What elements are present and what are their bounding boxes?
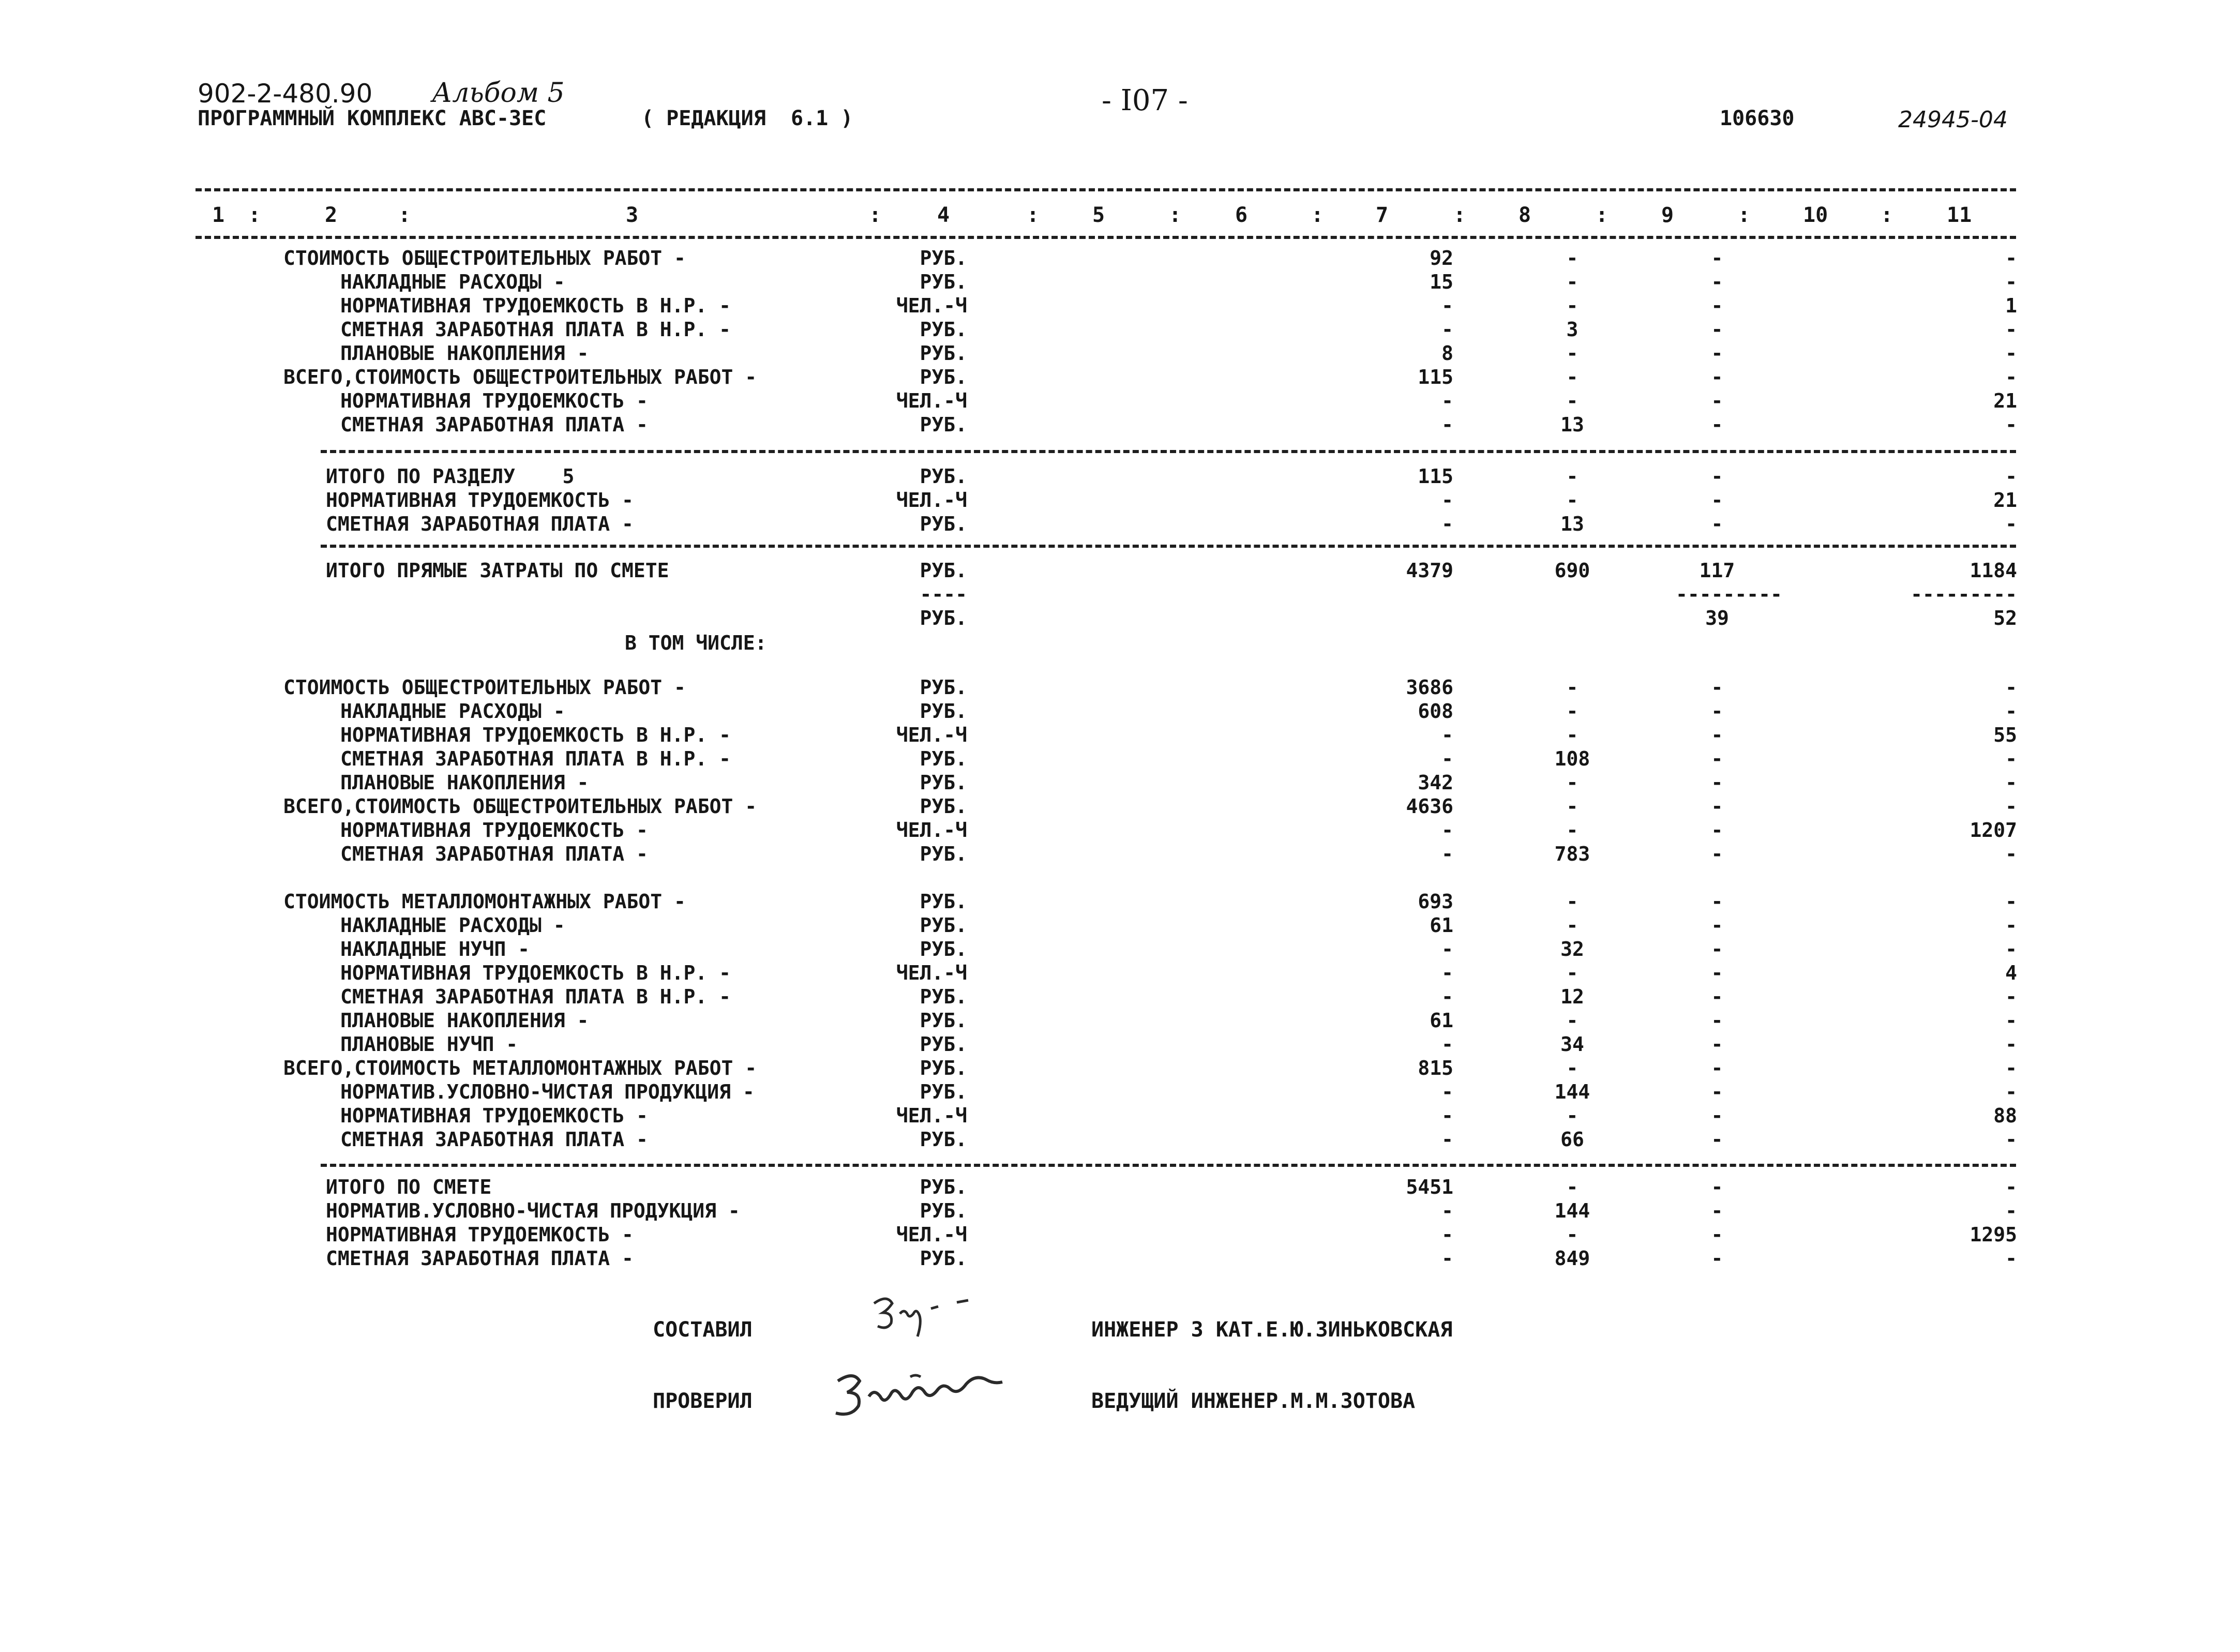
row-value-col11: - bbox=[2005, 366, 2017, 388]
row-value-col7: - bbox=[1441, 413, 1453, 436]
column-separators: : bbox=[1169, 203, 1182, 227]
column-separators: : bbox=[1738, 203, 1751, 227]
row-label: НОРМАТИВНАЯ ТРУДОЕМКОСТЬ В Н.Р. - bbox=[340, 724, 731, 746]
row-label: НОРМАТИВНАЯ ТРУДОЕМКОСТЬ - bbox=[340, 1104, 648, 1127]
row-unit: РУБ. bbox=[920, 1199, 967, 1222]
row-unit: ЧЕЛ.-Ч bbox=[896, 389, 967, 412]
row-value-col8: - bbox=[1566, 1176, 1578, 1198]
row-label: СМЕТНАЯ ЗАРАБОТНАЯ ПЛАТА В Н.Р. - bbox=[340, 318, 731, 341]
row-value-col11: 4 bbox=[2005, 962, 2017, 984]
row-value-col9: - bbox=[1711, 342, 1723, 365]
row-value-col8: - bbox=[1566, 819, 1578, 842]
row-label: СМЕТНАЯ ЗАРАБОТНАЯ ПЛАТА В Н.Р. - bbox=[340, 985, 731, 1008]
row-value-col7: - bbox=[1441, 1033, 1453, 1056]
row-value-col9: - bbox=[1711, 747, 1723, 770]
row-value-col8: - bbox=[1566, 914, 1578, 937]
row-value-col7: - bbox=[1441, 1080, 1453, 1103]
row-value-col8: 144 bbox=[1554, 1080, 1590, 1103]
row-value-col11: - bbox=[2005, 1199, 2017, 1222]
row-value-col11: - bbox=[2005, 747, 2017, 770]
row-value-col11: - bbox=[2005, 890, 2017, 913]
row-value-col8: 3 bbox=[1566, 318, 1578, 341]
row-value-col7: - bbox=[1441, 747, 1453, 770]
row-value-col7: - bbox=[1441, 318, 1453, 341]
row-value-col8: - bbox=[1566, 795, 1578, 818]
table-row bbox=[0, 1128, 2240, 1151]
row-value-col8: 783 bbox=[1554, 843, 1590, 865]
row-value-col7: - bbox=[1441, 1128, 1453, 1151]
row-value-col11: --------- bbox=[1911, 583, 2017, 606]
document-number: 106630 bbox=[1720, 107, 1795, 130]
table-row bbox=[0, 389, 2240, 413]
row-label: НОРМАТИВ.УСЛОВНО-ЧИСТАЯ ПРОДУКЦИЯ - bbox=[340, 1080, 755, 1103]
row-value-col8: 32 bbox=[1560, 938, 1584, 960]
row-value-col7: - bbox=[1441, 294, 1453, 317]
row-value-col7: - bbox=[1441, 938, 1453, 960]
row-value-col7: 5451 bbox=[1406, 1176, 1453, 1198]
table-row bbox=[0, 1080, 2240, 1104]
table-row bbox=[0, 270, 2240, 294]
row-unit: РУБ. bbox=[920, 513, 967, 535]
row-value-col9: - bbox=[1711, 676, 1723, 699]
row-unit: РУБ. bbox=[920, 795, 967, 818]
table-row bbox=[0, 341, 2240, 365]
row-unit: РУБ. bbox=[920, 1176, 967, 1198]
row-label: ПЛАНОВЫЕ НАКОПЛЕНИЯ - bbox=[340, 1009, 589, 1032]
table-row bbox=[0, 985, 2240, 1009]
row-unit: РУБ. bbox=[920, 465, 967, 488]
row-value-col7: - bbox=[1441, 985, 1453, 1008]
row-value-col8: 13 bbox=[1560, 513, 1584, 535]
row-label: НОРМАТИВНАЯ ТРУДОЕМКОСТЬ - bbox=[340, 389, 648, 412]
row-unit: ЧЕЛ.-Ч bbox=[896, 1104, 967, 1127]
row-label: НОРМАТИВНАЯ ТРУДОЕМКОСТЬ - bbox=[326, 1223, 634, 1246]
row-value-col7: - bbox=[1441, 513, 1453, 535]
row-label: НОРМАТИВНАЯ ТРУДОЕМКОСТЬ В Н.Р. - bbox=[340, 962, 731, 984]
row-value-col7: - bbox=[1441, 1104, 1453, 1127]
row-unit: РУБ. bbox=[920, 1009, 967, 1032]
checker-signature bbox=[822, 1365, 1029, 1428]
row-value-col11: - bbox=[2005, 771, 2017, 794]
row-value-col11: 1 bbox=[2005, 294, 2017, 317]
row-unit: РУБ. bbox=[920, 1033, 967, 1056]
row-value-col7: 815 bbox=[1418, 1057, 1453, 1079]
row-value-col8: 13 bbox=[1560, 413, 1584, 436]
row-value-col8: - bbox=[1566, 724, 1578, 746]
table-row bbox=[0, 794, 2240, 818]
row-label: ВСЕГО,СТОИМОСТЬ ОБЩЕСТРОИТЕЛЬНЫХ РАБОТ - bbox=[283, 795, 757, 818]
column-separators: : bbox=[1881, 203, 1893, 227]
row-label: ПЛАНОВЫЕ НАКОПЛЕНИЯ - bbox=[340, 771, 589, 794]
table-row bbox=[0, 1223, 2240, 1246]
row-value-col9: - bbox=[1711, 247, 1723, 269]
row-value-col9: - bbox=[1711, 1199, 1723, 1222]
column-header-9: 9 bbox=[1661, 203, 1674, 227]
column-header-1: 1 bbox=[212, 203, 225, 227]
row-value-col9: - bbox=[1711, 366, 1723, 388]
row-label: СМЕТНАЯ ЗАРАБОТНАЯ ПЛАТА - bbox=[340, 843, 648, 865]
row-value-col7: 342 bbox=[1418, 771, 1453, 794]
row-value-col9: - bbox=[1711, 294, 1723, 317]
row-value-col11: - bbox=[2005, 1009, 2017, 1032]
table-row bbox=[0, 464, 2240, 488]
table-row bbox=[0, 1175, 2240, 1199]
table-row bbox=[0, 582, 2240, 606]
row-label: СТОИМОСТЬ ОБЩЕСТРОИТЕЛЬНЫХ РАБОТ - bbox=[283, 676, 686, 699]
row-value-col7: 693 bbox=[1418, 890, 1453, 913]
row-value-col7: - bbox=[1441, 1247, 1453, 1270]
row-value-col9: - bbox=[1711, 1176, 1723, 1198]
row-value-col11: 1295 bbox=[1970, 1223, 2017, 1246]
compiled-label: СОСТАВИЛ bbox=[653, 1318, 753, 1342]
row-label: СМЕТНАЯ ЗАРАБОТНАЯ ПЛАТА - bbox=[340, 1128, 648, 1151]
album-label: Альбом 5 bbox=[432, 78, 565, 109]
column-header-7: 7 bbox=[1376, 203, 1389, 227]
row-unit: РУБ. bbox=[920, 1247, 967, 1270]
row-label: ИТОГО ПО РАЗДЕЛУ 5 bbox=[326, 465, 575, 488]
table-row bbox=[0, 512, 2240, 536]
row-unit: РУБ. bbox=[920, 890, 967, 913]
edition-label: ( РЕДАКЦИЯ 6.1 ) bbox=[641, 107, 853, 130]
row-value-col7: 4636 bbox=[1406, 795, 1453, 818]
row-unit: РУБ. bbox=[920, 413, 967, 436]
row-value-col9: - bbox=[1711, 1033, 1723, 1056]
row-value-col8: - bbox=[1566, 271, 1578, 293]
table-row bbox=[0, 842, 2240, 866]
row-label: ПЛАНОВЫЕ НУЧП - bbox=[340, 1033, 518, 1056]
table-row bbox=[0, 1199, 2240, 1223]
checked-by: ВЕДУЩИЙ ИНЖЕНЕР.М.М.ЗОТОВА bbox=[1091, 1389, 1416, 1413]
row-unit: ЧЕЛ.-Ч bbox=[896, 489, 967, 512]
row-value-col9: - bbox=[1711, 1247, 1723, 1270]
row-value-col9: - bbox=[1711, 1057, 1723, 1079]
row-value-col7: 608 bbox=[1418, 700, 1453, 723]
table-row bbox=[0, 1104, 2240, 1128]
column-header-11: 11 bbox=[1947, 203, 1972, 227]
row-unit: РУБ. bbox=[920, 771, 967, 794]
row-label: НОРМАТИВНАЯ ТРУДОЕМКОСТЬ В Н.Р. - bbox=[340, 294, 731, 317]
row-label: НАКЛАДНЫЕ РАСХОДЫ - bbox=[340, 271, 565, 293]
document-code: 902-2-480.90 bbox=[198, 79, 373, 109]
row-value-col9: - bbox=[1711, 413, 1723, 436]
row-unit: РУБ. bbox=[920, 1057, 967, 1079]
row-value-col8: 849 bbox=[1554, 1247, 1590, 1270]
table-row bbox=[0, 631, 2240, 655]
row-value-col9: - bbox=[1711, 985, 1723, 1008]
row-value-col11: - bbox=[2005, 914, 2017, 937]
row-value-col11: - bbox=[2005, 1176, 2017, 1198]
program-name: ПРОГРАММНЫЙ КОМПЛЕКС АВС-3ЕС bbox=[198, 107, 547, 130]
table-row bbox=[0, 771, 2240, 794]
row-value-col11: 88 bbox=[1993, 1104, 2017, 1127]
row-value-col7: 61 bbox=[1430, 1009, 1453, 1032]
row-value-col11: 21 bbox=[1993, 489, 2017, 512]
row-unit: ЧЕЛ.-Ч bbox=[896, 294, 967, 317]
row-unit: РУБ. bbox=[920, 747, 967, 770]
table-row bbox=[0, 488, 2240, 512]
row-value-col7: - bbox=[1441, 962, 1453, 984]
inventory-number: 24945-04 bbox=[1898, 107, 2008, 133]
row-value-col9: - bbox=[1711, 465, 1723, 488]
column-separators: : bbox=[1311, 203, 1324, 227]
row-value-col8: - bbox=[1566, 489, 1578, 512]
row-value-col7: 115 bbox=[1418, 366, 1453, 388]
row-value-col7: - bbox=[1441, 843, 1453, 865]
row-value-col11: 55 bbox=[1993, 724, 2017, 746]
row-label: В ТОМ ЧИСЛЕ: bbox=[625, 632, 767, 654]
row-value-col8: 66 bbox=[1560, 1128, 1584, 1151]
row-unit: РУБ. bbox=[920, 1128, 967, 1151]
row-value-col11: 1184 bbox=[1970, 559, 2017, 582]
row-label: НАКЛАДНЫЕ НУЧП - bbox=[340, 938, 530, 960]
row-value-col8: 108 bbox=[1554, 747, 1590, 770]
row-value-col7: 61 bbox=[1430, 914, 1453, 937]
row-value-col8: - bbox=[1566, 1057, 1578, 1079]
column-header-6: 6 bbox=[1235, 203, 1248, 227]
table-row bbox=[0, 1056, 2240, 1080]
row-value-col11: - bbox=[2005, 843, 2017, 865]
row-unit: ЧЕЛ.-Ч bbox=[896, 1223, 967, 1246]
row-value-col8: - bbox=[1566, 342, 1578, 365]
column-header-4: 4 bbox=[937, 203, 950, 227]
table-row bbox=[0, 961, 2240, 985]
row-value-col7: - bbox=[1441, 819, 1453, 842]
row-unit: РУБ. bbox=[920, 559, 967, 582]
row-value-col11: - bbox=[2005, 513, 2017, 535]
column-header-8: 8 bbox=[1519, 203, 1531, 227]
table-row bbox=[0, 699, 2240, 723]
row-value-col11: - bbox=[2005, 465, 2017, 488]
row-value-col11: - bbox=[2005, 795, 2017, 818]
table-row bbox=[0, 675, 2240, 699]
row-value-col9: - bbox=[1711, 271, 1723, 293]
row-value-col9: - bbox=[1711, 513, 1723, 535]
row-unit: ---- bbox=[920, 583, 967, 606]
row-value-col8: - bbox=[1566, 465, 1578, 488]
row-value-col9: 39 bbox=[1705, 607, 1729, 629]
row-value-col7: - bbox=[1441, 724, 1453, 746]
row-unit: РУБ. bbox=[920, 914, 967, 937]
row-unit: РУБ. bbox=[920, 843, 967, 865]
row-unit: ЧЕЛ.-Ч bbox=[896, 819, 967, 842]
table-row bbox=[0, 606, 2240, 630]
column-header-3: 3 bbox=[626, 203, 639, 227]
row-label: ИТОГО ПРЯМЫЕ ЗАТРАТЫ ПО СМЕТЕ bbox=[326, 559, 669, 582]
row-value-col11: 52 bbox=[1993, 607, 2017, 629]
row-label: СМЕТНАЯ ЗАРАБОТНАЯ ПЛАТА В Н.Р. - bbox=[340, 747, 731, 770]
row-value-col7: 8 bbox=[1441, 342, 1453, 365]
row-value-col9: - bbox=[1711, 1128, 1723, 1151]
row-value-col11: - bbox=[2005, 1057, 2017, 1079]
row-label: СТОИМОСТЬ МЕТАЛЛОМОНТАЖНЫХ РАБОТ - bbox=[283, 890, 686, 913]
compiled-by: ИНЖЕНЕР 3 КАТ.Е.Ю.ЗИНЬКОВСКАЯ bbox=[1091, 1318, 1453, 1342]
row-value-col8: 690 bbox=[1554, 559, 1590, 582]
row-value-col9: - bbox=[1711, 1009, 1723, 1032]
column-header-10: 10 bbox=[1803, 203, 1828, 227]
row-label: НАКЛАДНЫЕ РАСХОДЫ - bbox=[340, 700, 565, 723]
section-rule bbox=[321, 450, 2016, 453]
table-row bbox=[0, 1009, 2240, 1032]
column-separators: : bbox=[1596, 203, 1608, 227]
compiler-signature bbox=[864, 1288, 988, 1345]
row-value-col9: - bbox=[1711, 890, 1723, 913]
row-value-col9: --------- bbox=[1676, 583, 1782, 606]
row-value-col7: 92 bbox=[1430, 247, 1453, 269]
table-row bbox=[0, 747, 2240, 771]
row-value-col9: - bbox=[1711, 318, 1723, 341]
row-value-col9: - bbox=[1711, 389, 1723, 412]
row-value-col11: - bbox=[2005, 318, 2017, 341]
row-label: СМЕТНАЯ ЗАРАБОТНАЯ ПЛАТА - bbox=[340, 413, 648, 436]
page-number: - I07 - bbox=[1102, 84, 1188, 117]
table-row bbox=[0, 559, 2240, 582]
table-row bbox=[0, 1246, 2240, 1270]
row-value-col7: 115 bbox=[1418, 465, 1453, 488]
row-value-col7: - bbox=[1441, 489, 1453, 512]
row-value-col9: - bbox=[1711, 489, 1723, 512]
row-unit: ЧЕЛ.-Ч bbox=[896, 724, 967, 746]
row-value-col8: - bbox=[1566, 890, 1578, 913]
row-label: НОРМАТИВ.УСЛОВНО-ЧИСТАЯ ПРОДУКЦИЯ - bbox=[326, 1199, 740, 1222]
row-value-col7: - bbox=[1441, 1223, 1453, 1246]
row-value-col9: - bbox=[1711, 843, 1723, 865]
row-label: ИТОГО ПО СМЕТЕ bbox=[326, 1176, 492, 1198]
row-value-col11: - bbox=[2005, 413, 2017, 436]
table-header-rule bbox=[196, 236, 2016, 239]
row-unit: ЧЕЛ.-Ч bbox=[896, 962, 967, 984]
row-value-col7: 4379 bbox=[1406, 559, 1453, 582]
row-label: НОРМАТИВНАЯ ТРУДОЕМКОСТЬ - bbox=[326, 489, 634, 512]
table-top-rule bbox=[196, 188, 2016, 191]
table-row bbox=[0, 294, 2240, 318]
row-value-col9: - bbox=[1711, 819, 1723, 842]
table-row bbox=[0, 913, 2240, 937]
row-value-col7: 3686 bbox=[1406, 676, 1453, 699]
table-row bbox=[0, 723, 2240, 747]
row-value-col8: 12 bbox=[1560, 985, 1584, 1008]
row-value-col8: 144 bbox=[1554, 1199, 1590, 1222]
column-separators: : bbox=[1453, 203, 1466, 227]
section-rule bbox=[321, 545, 2016, 548]
column-header-5: 5 bbox=[1092, 203, 1105, 227]
row-value-col11: - bbox=[2005, 247, 2017, 269]
row-label: СТОИМОСТЬ ОБЩЕСТРОИТЕЛЬНЫХ РАБОТ - bbox=[283, 247, 686, 269]
row-value-col9: - bbox=[1711, 938, 1723, 960]
row-unit: РУБ. bbox=[920, 700, 967, 723]
row-label: СМЕТНАЯ ЗАРАБОТНАЯ ПЛАТА - bbox=[326, 513, 634, 535]
row-value-col9: - bbox=[1711, 1080, 1723, 1103]
row-value-col11: - bbox=[2005, 342, 2017, 365]
row-value-col8: - bbox=[1566, 1223, 1578, 1246]
row-label: СМЕТНАЯ ЗАРАБОТНАЯ ПЛАТА - bbox=[326, 1247, 634, 1270]
row-value-col8: - bbox=[1566, 1009, 1578, 1032]
row-value-col11: - bbox=[2005, 985, 2017, 1008]
row-value-col11: - bbox=[2005, 1080, 2017, 1103]
table-row bbox=[0, 1032, 2240, 1056]
row-value-col8: - bbox=[1566, 771, 1578, 794]
row-value-col11: - bbox=[2005, 1128, 2017, 1151]
row-value-col11: 21 bbox=[1993, 389, 2017, 412]
row-value-col8: 34 bbox=[1560, 1033, 1584, 1056]
column-header-2: 2 bbox=[325, 203, 338, 227]
table-row bbox=[0, 937, 2240, 961]
row-value-col9: - bbox=[1711, 1104, 1723, 1127]
row-value-col9: 117 bbox=[1699, 559, 1735, 582]
row-value-col9: - bbox=[1711, 1223, 1723, 1246]
row-label: ВСЕГО,СТОИМОСТЬ МЕТАЛЛОМОНТАЖНЫХ РАБОТ - bbox=[283, 1057, 757, 1079]
table-row bbox=[0, 413, 2240, 437]
row-value-col8: - bbox=[1566, 366, 1578, 388]
row-value-col8: - bbox=[1566, 700, 1578, 723]
row-value-col9: - bbox=[1711, 914, 1723, 937]
row-value-col11: - bbox=[2005, 676, 2017, 699]
row-value-col8: - bbox=[1566, 1104, 1578, 1127]
row-unit: РУБ. bbox=[920, 985, 967, 1008]
column-separators: : bbox=[248, 203, 261, 227]
column-separators: : bbox=[869, 203, 882, 227]
section-rule bbox=[321, 1164, 2016, 1167]
row-unit: РУБ. bbox=[920, 247, 967, 269]
column-separators: : bbox=[1027, 203, 1040, 227]
row-value-col11: - bbox=[2005, 1033, 2017, 1056]
row-value-col9: - bbox=[1711, 700, 1723, 723]
row-value-col11: - bbox=[2005, 938, 2017, 960]
row-value-col11: - bbox=[2005, 1247, 2017, 1270]
row-value-col9: - bbox=[1711, 771, 1723, 794]
row-value-col11: - bbox=[2005, 271, 2017, 293]
row-unit: РУБ. bbox=[920, 342, 967, 365]
column-separators: : bbox=[398, 203, 411, 227]
row-value-col11: 1207 bbox=[1970, 819, 2017, 842]
row-value-col8: - bbox=[1566, 247, 1578, 269]
row-unit: РУБ. bbox=[920, 676, 967, 699]
row-value-col9: - bbox=[1711, 795, 1723, 818]
table-row bbox=[0, 246, 2240, 270]
row-label: НОРМАТИВНАЯ ТРУДОЕМКОСТЬ - bbox=[340, 819, 648, 842]
row-value-col9: - bbox=[1711, 724, 1723, 746]
table-row bbox=[0, 818, 2240, 842]
row-label: НАКЛАДНЫЕ РАСХОДЫ - bbox=[340, 914, 565, 937]
row-unit: РУБ. bbox=[920, 271, 967, 293]
row-value-col7: - bbox=[1441, 389, 1453, 412]
table-row bbox=[0, 318, 2240, 341]
row-value-col8: - bbox=[1566, 676, 1578, 699]
row-value-col8: - bbox=[1566, 294, 1578, 317]
table-row bbox=[0, 365, 2240, 389]
row-value-col8: - bbox=[1566, 389, 1578, 412]
row-value-col7: - bbox=[1441, 1199, 1453, 1222]
row-value-col8: - bbox=[1566, 962, 1578, 984]
row-unit: РУБ. bbox=[920, 366, 967, 388]
checked-label: ПРОВЕРИЛ bbox=[653, 1389, 753, 1413]
row-unit: РУБ. bbox=[920, 1080, 967, 1103]
row-unit: РУБ. bbox=[920, 318, 967, 341]
row-value-col11: - bbox=[2005, 700, 2017, 723]
row-label: ПЛАНОВЫЕ НАКОПЛЕНИЯ - bbox=[340, 342, 589, 365]
row-value-col9: - bbox=[1711, 962, 1723, 984]
row-label: ВСЕГО,СТОИМОСТЬ ОБЩЕСТРОИТЕЛЬНЫХ РАБОТ - bbox=[283, 366, 757, 388]
row-unit: РУБ. bbox=[920, 938, 967, 960]
row-unit: РУБ. bbox=[920, 607, 967, 629]
row-value-col7: 15 bbox=[1430, 271, 1453, 293]
table-row bbox=[0, 890, 2240, 913]
